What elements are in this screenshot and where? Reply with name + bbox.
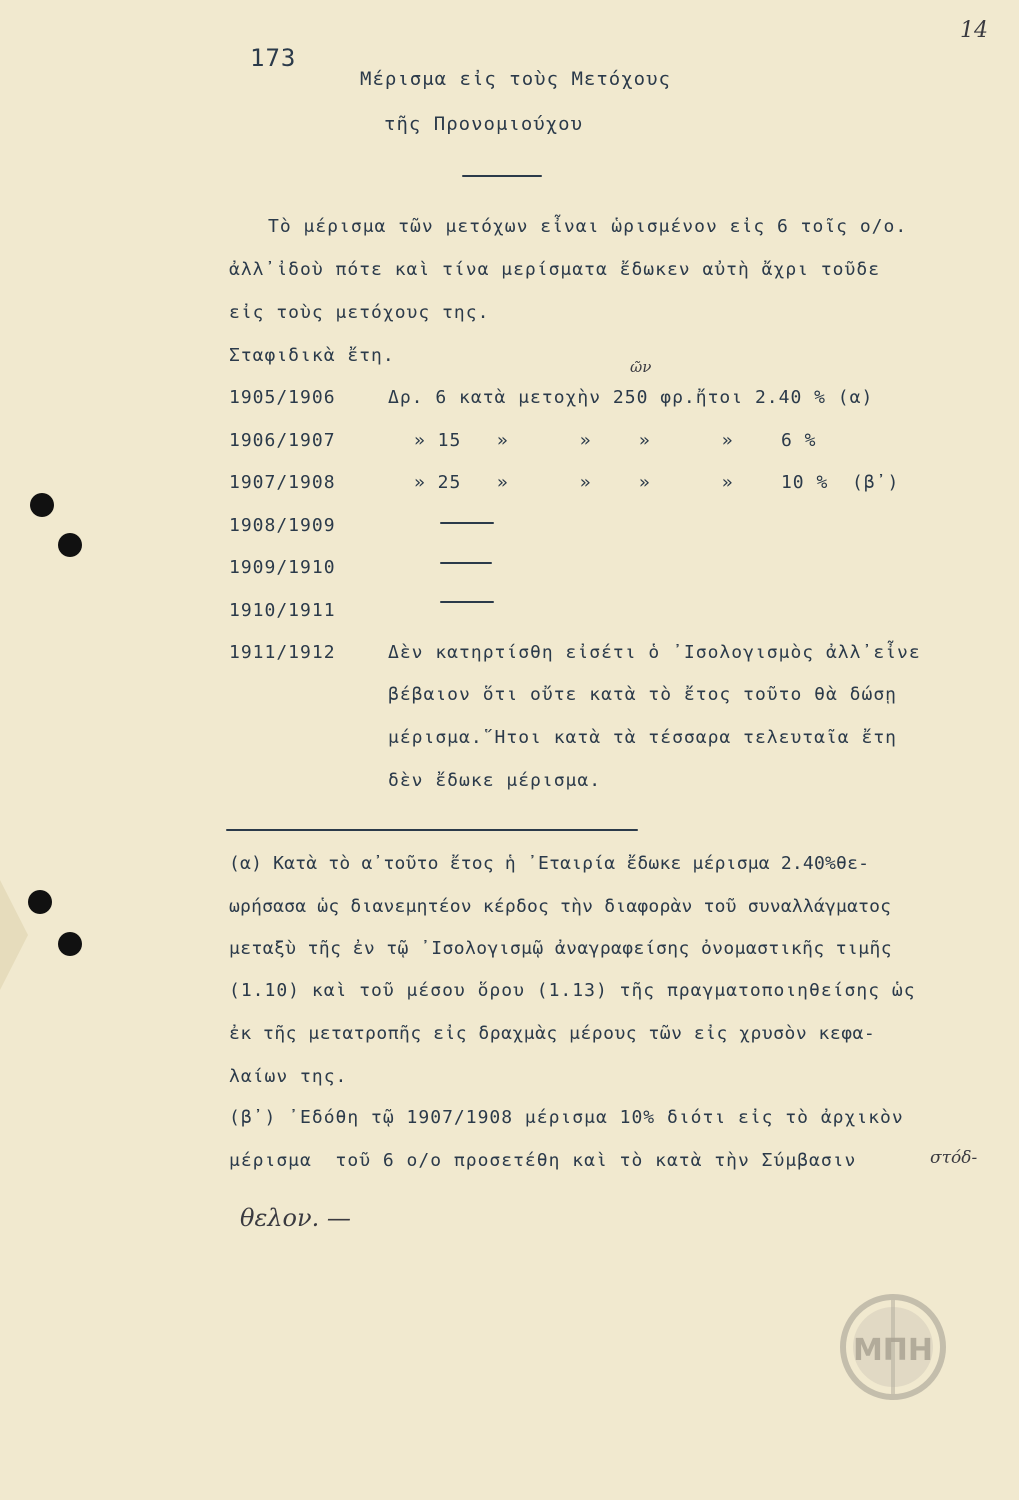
- intro-line-3: εἰς τοὺς μετόχους της.: [229, 302, 490, 323]
- row-year-1906: 1906/1907: [229, 430, 336, 451]
- intro-line-1: Τὸ μέρισμα τῶν μετόχων εἶναι ὡρισμένον εἰς 6 τοῖς ο/ο.: [268, 216, 908, 237]
- row-dash-1910: [440, 601, 494, 603]
- corner-page-number: 14: [960, 18, 988, 43]
- row-year-1908: 1908/1909: [229, 515, 336, 536]
- footnote-a-line-1: (α) Κατὰ τὸ α᾽τοῦτο ἔτος ἡ ᾽Εταιρία ἔδωκε μέρισμα 2.40%θε-: [229, 853, 870, 874]
- footnote-b-line-2: μέρισμα τοῦ 6 ο/ο προσετέθη καὶ τὸ κατὰ τὴν Σύμβασιν: [229, 1150, 857, 1171]
- footnote-a-line-3: μεταξὺ τῆς ἐν τῷ ᾽Ισολογισμῷ ἀναγραφείσης ὀνομαστικῆς τιμῆς: [229, 938, 892, 959]
- footnote-b-hand-tail: στόδ-: [930, 1148, 978, 1168]
- row-1911-line-3: μέρισμα.῞Ητοι κατὰ τὰ τέσσαρα τελευταῖα ἔτη: [388, 727, 897, 748]
- page-edge-notch: [0, 880, 28, 990]
- title-line-2: τῆς Προνομιούχου: [384, 113, 584, 135]
- handwritten-insertion: ῶν: [630, 358, 652, 376]
- row-year-1907: 1907/1908: [229, 472, 336, 493]
- punch-hole-1: [30, 493, 54, 517]
- footnote-b-line-1: (β᾽) ᾽Εδόθη τῷ 1907/1908 μέρισμα 10% διότι εἰς τὸ ἀρχικὸν: [229, 1107, 904, 1128]
- row-year-1911: 1911/1912: [229, 642, 336, 663]
- row-dash-1909: [440, 562, 492, 564]
- row-text-1905: Δρ. 6 κατὰ μετοχὴν 250 φρ.ἤτοι 2.40 % (α): [388, 387, 874, 408]
- row-dash-1908: [440, 522, 494, 524]
- footnote-separator: [226, 829, 638, 831]
- title-underline: [462, 175, 542, 177]
- footnote-a-line-2: ωρήσασα ὡς διανεμητέον κέρδος τὴν διαφορὰν τοῦ συναλλάγματος: [229, 896, 892, 917]
- row-1911-line-4: δὲν ἔδωκε μέρισμα.: [388, 770, 602, 791]
- typed-page-number: 173: [250, 44, 297, 72]
- footnote-a-line-4: (1.10) καὶ τοῦ μέσου ὅρου (1.13) τῆς πραγματοποιηθείσης ὡς: [229, 980, 916, 1001]
- handwritten-ending: θελον. —: [240, 1204, 351, 1232]
- footnote-a-line-6: λαίων της.: [229, 1066, 348, 1087]
- row-text-1907: » 25 » » » » 10 % (β᾽): [414, 472, 900, 493]
- section-label: Σταφιδικὰ ἔτη.: [229, 345, 395, 366]
- footnote-a-line-5: ἐκ τῆς μετατροπῆς εἰς δραχμὰς μέρους τῶν εἰς χρυσὸν κεφα-: [229, 1023, 876, 1044]
- row-year-1909: 1909/1910: [229, 557, 336, 578]
- row-1911-line-2: βέβαιον ὅτι οὔτε κατὰ τὸ ἔτος τοῦτο θὰ δώσῃ: [388, 684, 897, 705]
- row-text-1906: » 15 » » » » 6 %: [414, 430, 817, 451]
- svg-text:ΜΠΗ: ΜΠΗ: [852, 1333, 934, 1368]
- archive-stamp-logo: [838, 1292, 948, 1402]
- punch-hole-3: [28, 890, 52, 914]
- row-1911-line-1: Δὲν κατηρτίσθη εἰσέτι ὁ ᾽Ισολογισμὸς ἀλλ᾽εἶνε: [388, 642, 921, 663]
- intro-line-2: ἀλλ᾽ἰδοὺ πότε καὶ τίνα μερίσματα ἔδωκεν αὐτὴ ἄχρι τοῦδε: [229, 259, 881, 280]
- punch-hole-4: [58, 932, 82, 956]
- punch-hole-2: [58, 533, 82, 557]
- row-year-1905: 1905/1906: [229, 387, 336, 408]
- row-year-1910: 1910/1911: [229, 600, 336, 621]
- title-line-1: Μέρισμα εἰς τοὺς Μετόχους: [360, 68, 671, 90]
